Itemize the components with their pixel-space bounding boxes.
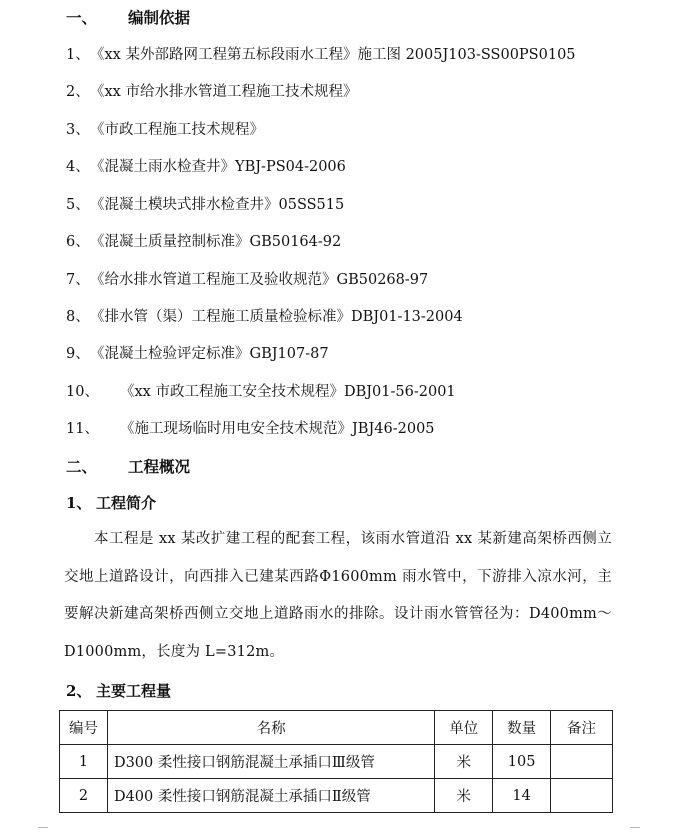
reference-text: 《给水排水管道工程施工及验收规范》GB50268-97 — [90, 272, 429, 288]
section-1-number: 一、 — [66, 8, 98, 27]
cell-number: 1 — [60, 745, 108, 779]
cell-quantity: 105 — [493, 745, 551, 779]
project-intro-paragraph: 本工程是 xx 某改扩建工程的配套工程，该雨水管道沿 xx 某新建高架桥西侧立交地上道路设计，向西排入已建某西路Φ1600mm 雨水管中，下游排入凉水河，主要解决新建高架桥西侧立交地上道路雨水的排除。设计雨水管管径为：D400mm～D1000mm，长度为 L=312m。 — [64, 531, 612, 660]
subsection-1-number: 1、 — [66, 494, 92, 512]
reference-number: 11、 — [66, 421, 99, 437]
subsection-2-title: 主要工程量 — [96, 682, 172, 700]
reference-item — [66, 419, 435, 439]
reference-number: 6、 — [66, 234, 90, 250]
reference-item — [66, 270, 428, 290]
header-name: 名称 — [107, 711, 434, 745]
section-2-heading — [66, 457, 190, 477]
cell-name: D300 柔性接口钢筋混凝土承插口Ⅲ级管 — [107, 745, 434, 779]
cell-unit: 米 — [435, 745, 493, 779]
reference-number: 4、 — [66, 159, 90, 175]
reference-item — [66, 157, 346, 177]
reference-item — [66, 82, 357, 102]
cell-quantity: 14 — [493, 779, 551, 813]
subsection-2-number: 2、 — [66, 682, 92, 700]
page-corner-mark-left — [38, 827, 48, 838]
reference-text: 《市政工程施工技术规程》 — [90, 122, 264, 138]
reference-text: 《xx 市政工程施工安全技术规程》DBJ01-56-2001 — [120, 384, 456, 400]
reference-text: 《施工现场临时用电安全技术规范》JBJ46-2005 — [120, 421, 435, 437]
reference-number: 8、 — [66, 309, 90, 325]
reference-text: 《混凝土检验评定标准》GBJ107-87 — [90, 346, 329, 362]
reference-text: 《混凝土雨水检查井》YBJ-PS04-2006 — [90, 159, 346, 175]
table-row — [60, 779, 613, 813]
cell-remarks — [551, 779, 613, 813]
reference-number: 3、 — [66, 122, 90, 138]
reference-number: 10、 — [66, 384, 99, 400]
subsection-2-heading — [66, 681, 171, 701]
reference-item — [66, 45, 576, 65]
table-row — [60, 745, 613, 779]
reference-number: 9、 — [66, 346, 90, 362]
subsection-1-heading — [66, 493, 156, 513]
reference-item — [66, 307, 463, 327]
section-2-number: 二、 — [66, 457, 98, 476]
subsection-1-title: 工程简介 — [96, 494, 157, 512]
cell-unit: 米 — [435, 779, 493, 813]
reference-number: 2、 — [66, 84, 90, 100]
reference-item — [66, 344, 329, 364]
reference-number: 1、 — [66, 47, 90, 63]
cell-remarks — [551, 745, 613, 779]
reference-item — [66, 120, 264, 140]
header-quantity: 数量 — [493, 711, 551, 745]
reference-number: 7、 — [66, 272, 90, 288]
section-1-title: 编制依据 — [128, 8, 191, 27]
reference-number: 5、 — [66, 197, 90, 213]
reference-item — [66, 195, 344, 215]
reference-text: 《xx 市给水排水管道工程施工技术规程》 — [90, 84, 358, 100]
reference-text: 《混凝土质量控制标准》GB50164-92 — [90, 234, 342, 250]
reference-text: 《xx 某外部路网工程第五标段雨水工程》施工图 2005J103-SS00PS0105 — [90, 47, 576, 63]
cell-number: 2 — [60, 779, 108, 813]
quantity-table — [59, 710, 613, 813]
page-corner-mark-right — [630, 827, 640, 838]
cell-name: D400 柔性接口钢筋混凝土承插口Ⅱ级管 — [107, 779, 434, 813]
section-1-heading — [66, 8, 190, 28]
table-header-row — [60, 711, 613, 745]
reference-item — [66, 232, 341, 252]
header-remarks: 备注 — [551, 711, 613, 745]
header-unit: 单位 — [435, 711, 493, 745]
reference-text: 《混凝土模块式排水检查井》05SS515 — [90, 197, 345, 213]
reference-text: 《排水管（渠）工程施工质量检验标准》DBJ01-13-2004 — [90, 309, 463, 325]
header-number: 编号 — [60, 711, 108, 745]
section-2-title: 工程概况 — [128, 457, 191, 476]
reference-item — [66, 382, 456, 402]
